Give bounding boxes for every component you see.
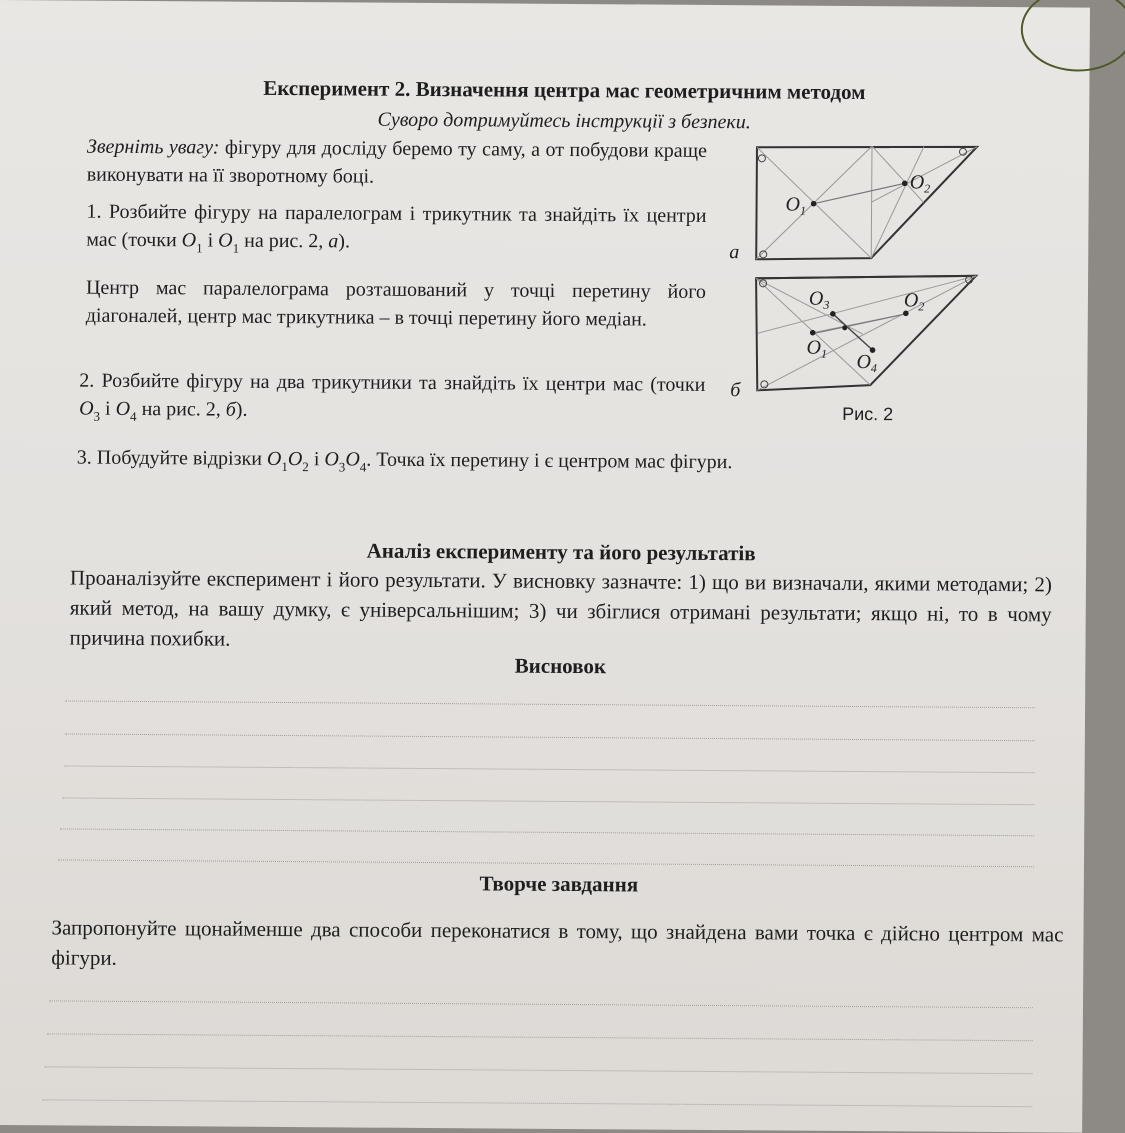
point-o2-icon xyxy=(902,181,908,187)
figure-letter: а xyxy=(328,230,339,253)
answer-line[interactable] xyxy=(49,1000,1033,1008)
point-subscript: 4 xyxy=(359,459,367,475)
conjunction: і xyxy=(100,397,116,420)
analysis-instructions: Проаналізуйте експеримент і його результати. У висновку зазначте: 1) що ви визначали, якими методами; 2) який метод, на вашу думку, є універсальнішим; 3) чи збіглися отримані результати; якщо ні, то в чому причина похибки. xyxy=(69,565,1053,651)
label-o1: $O_1$ xyxy=(785,193,807,218)
hole-icon xyxy=(758,155,765,162)
creative-task-text: Запропонуйте щонайменше два способи переконатися в тому, що знайдена вами точка є дійсно центром мас фігури. xyxy=(51,915,1064,970)
figure-reference: на рис. 2, xyxy=(136,397,226,421)
attention-paragraph xyxy=(87,133,707,193)
point-subscript: 3 xyxy=(338,459,346,475)
split-diagonal xyxy=(757,274,976,392)
point-subscript: 1 xyxy=(232,240,240,256)
figure-2b xyxy=(755,274,976,392)
point-label: O xyxy=(218,229,233,252)
point-label: O xyxy=(345,448,360,471)
step-3-text: 3. Побудуйте відрізки xyxy=(76,446,268,470)
experiment-title: Експеримент 2. Визначення центра мас геометричним методом xyxy=(263,75,866,105)
point-label: O xyxy=(181,229,197,252)
median-line xyxy=(871,146,924,258)
answer-line[interactable] xyxy=(45,1066,1033,1074)
point-subscript: 4 xyxy=(130,408,137,424)
figure-b-label: б xyxy=(730,379,741,402)
label-o2-b: $O_2$ xyxy=(903,289,925,314)
center-point-icon xyxy=(842,325,847,330)
creative-task-heading: Творче завдання xyxy=(479,871,639,897)
label-o2: $O_2$ xyxy=(909,171,931,196)
label-o4: $O_4$ xyxy=(856,350,877,376)
point-o1-icon xyxy=(811,201,817,207)
conjunction: і xyxy=(202,229,219,252)
step-3-tail: . Точка їх перетину і є центром мас фігури. xyxy=(366,448,733,474)
point-subscript: 3 xyxy=(93,408,101,424)
figure-caption: Рис. 2 xyxy=(842,403,894,425)
closing-paren: ). xyxy=(235,398,248,421)
answer-line[interactable] xyxy=(62,797,1034,805)
figure-letter: б xyxy=(225,398,236,421)
point-label: O xyxy=(266,447,282,470)
point-subscript: 1 xyxy=(281,458,288,475)
point-label: O xyxy=(324,448,339,471)
step-1-text: 1. Розбийте фігуру на паралелограм і трикутник та знайдіть їх центри мас (точки xyxy=(86,200,707,252)
label-o3: $O_3$ xyxy=(808,287,830,312)
analysis-heading: Аналіз експерименту та його результатів xyxy=(366,538,756,566)
answer-line[interactable] xyxy=(65,700,1035,708)
point-label: O xyxy=(79,397,94,420)
figure-reference: на рис. 2, xyxy=(239,229,329,253)
step-1 xyxy=(86,198,706,266)
point-o3-icon xyxy=(830,311,836,317)
segment-o3-o4 xyxy=(833,314,873,350)
answer-line[interactable] xyxy=(47,1033,1033,1041)
point-subscript: 2 xyxy=(302,459,309,475)
answer-line[interactable] xyxy=(65,733,1035,741)
point-label: O xyxy=(115,397,131,420)
label-o1-b: $O_1$ xyxy=(806,336,828,361)
center-of-mass-explanation: Центр мас паралелограма розташований у точці перетину його діагоналей, центр мас трикутника – в точці перетину його медіан. xyxy=(85,276,707,331)
answer-line[interactable] xyxy=(65,765,1035,773)
answer-line[interactable] xyxy=(42,1099,1032,1107)
top-edge xyxy=(756,274,976,280)
attention-text: фігуру для досліду беремо ту саму, а от побудови краще виконувати на її зворотному боці. xyxy=(86,136,708,188)
median-line xyxy=(758,274,976,335)
answer-line[interactable] xyxy=(58,859,1034,867)
answer-line[interactable] xyxy=(60,828,1034,836)
step-2 xyxy=(79,367,705,435)
closing-paren: ). xyxy=(338,230,351,253)
segment-o1-o2 xyxy=(814,183,905,205)
figure-2a xyxy=(756,145,977,261)
point-label: O xyxy=(287,448,303,471)
conclusion-heading: Висновок xyxy=(514,653,607,679)
step-2-text: 2. Розбийте фігуру на два трикутники та знайдіть їх центри мас (точки xyxy=(79,369,706,396)
step-3 xyxy=(77,444,957,486)
point-subscript: 1 xyxy=(196,240,203,256)
figure-a-label: а xyxy=(729,241,740,264)
safety-note: Суворо дотримуйтесь інструкції з безпеки. xyxy=(377,108,751,134)
conjunction: і xyxy=(308,448,325,471)
binder-ring-icon xyxy=(1021,0,1125,72)
attention-label: Зверніть увагу: xyxy=(86,135,220,159)
point-o1-icon xyxy=(810,330,816,336)
figure-2 xyxy=(722,133,994,435)
